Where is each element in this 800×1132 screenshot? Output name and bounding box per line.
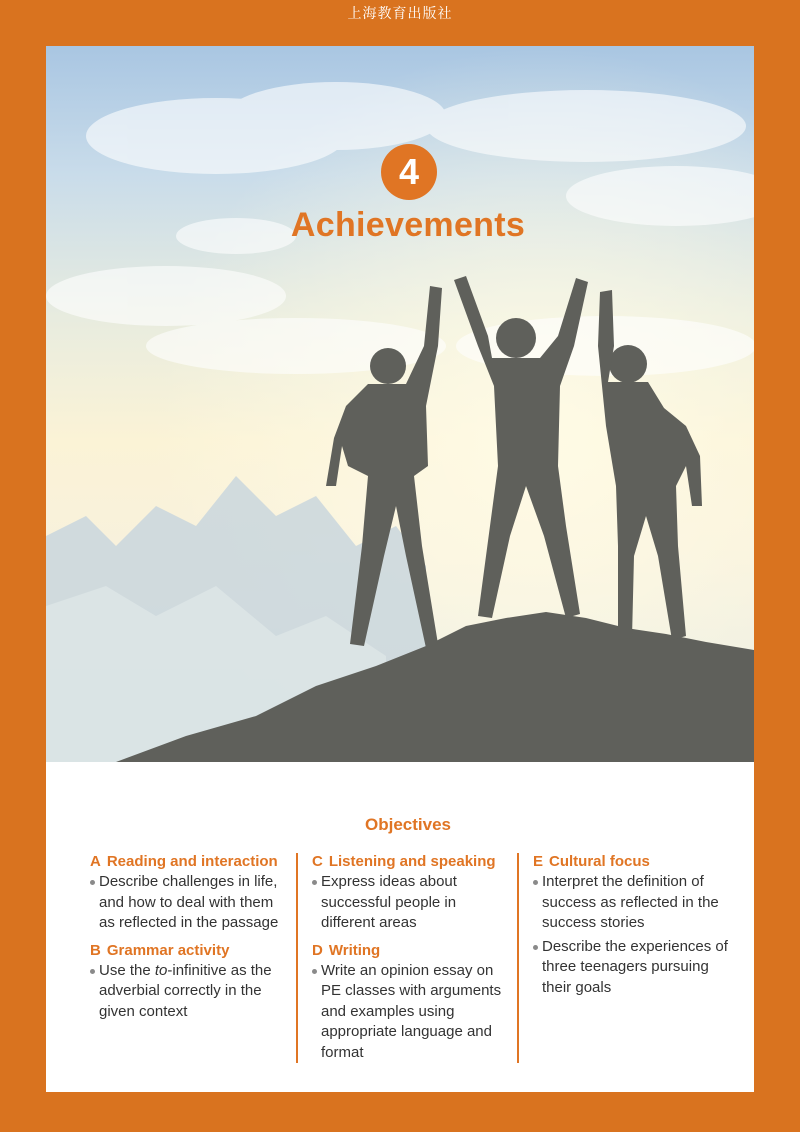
unit-page	[46, 46, 754, 1092]
unit-title: Achievements	[290, 206, 526, 244]
bullet-dot-icon	[533, 880, 538, 885]
section-heading	[533, 853, 733, 871]
bullet-dot-icon	[533, 945, 538, 950]
bullet-dot-icon	[312, 969, 317, 974]
objectives-column-3	[533, 853, 733, 1006]
unit-number-badge: 4	[381, 144, 437, 200]
objective-bullet	[312, 872, 512, 934]
bullet-dot-icon	[90, 880, 95, 885]
section-title: Cultural focus	[549, 853, 650, 870]
objective-bullet	[312, 961, 512, 1064]
objective-bullet	[90, 961, 290, 1023]
bullet-text-pre: Use the	[99, 961, 155, 979]
section-title: Grammar activity	[106, 941, 230, 959]
objective-bullet	[533, 872, 733, 934]
section-letter: A	[90, 853, 101, 870]
bullet-text-italic: to	[154, 961, 168, 979]
objectives-heading: Objectives	[365, 815, 451, 834]
objective-section-d	[312, 942, 512, 1064]
column-divider	[517, 853, 519, 1063]
hero-image	[46, 46, 754, 762]
column-divider	[296, 853, 298, 1063]
section-title: Reading and interaction	[106, 853, 278, 870]
bullet-dot-icon	[90, 969, 95, 974]
section-letter: D	[312, 941, 323, 959]
bullet-text: Write an opinion essay on PE classes with arguments and examples using appropriate language and format	[321, 961, 502, 1061]
section-title: Writing	[328, 941, 381, 959]
section-heading	[312, 853, 512, 871]
section-heading	[90, 942, 290, 960]
section-letter: E	[533, 853, 544, 870]
section-heading	[312, 942, 512, 960]
bullet-text: Describe challenges in life, and how to deal with them as reflected in the passage	[99, 873, 279, 931]
section-letter: B	[90, 941, 101, 959]
objectives-column-2	[312, 853, 512, 1071]
bullet-dot-icon	[312, 880, 317, 885]
publisher-name: 上海教育出版社	[347, 6, 453, 22]
objective-section-b	[90, 942, 290, 1023]
bullet-text: Interpret the definition of success as reflected in the success stories	[542, 873, 719, 931]
bullet-text: Describe the experiences of three teenagers pursuing their goals	[542, 937, 728, 996]
objective-section-e	[533, 853, 733, 998]
objectives-column-1	[90, 853, 290, 1030]
objective-bullet	[90, 872, 290, 934]
section-letter: C	[312, 853, 323, 870]
bullet-text-post: -infinitive as the adverbial correctly in the given context	[99, 961, 272, 1020]
section-title: Listening and speaking	[328, 853, 496, 870]
section-heading	[90, 853, 290, 871]
objective-bullet	[533, 937, 733, 999]
bullet-text: Express ideas about successful people in different areas	[321, 873, 457, 931]
objective-section-c	[312, 853, 512, 934]
objective-section-a	[90, 853, 290, 934]
